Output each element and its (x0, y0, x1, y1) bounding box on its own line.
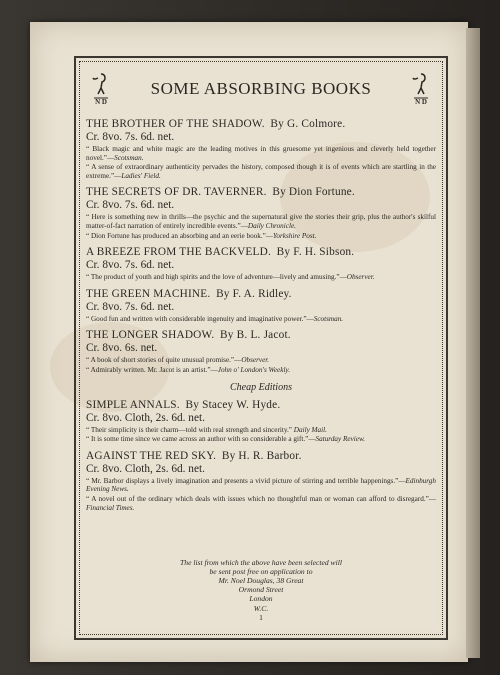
publisher-footer (86, 558, 436, 622)
publisher-emblem-right (410, 72, 432, 106)
decorative-border (74, 56, 448, 640)
review-quote: “ Admirably written. Mr. Jacot is an artist.”—John o' London's Weekly. (86, 365, 291, 374)
book-title: THE LONGER SHADOW. (86, 329, 215, 342)
book-author: By H. R. Barbor. (221, 449, 302, 462)
book-title: A BREEZE FROM THE BACKVELD. (86, 246, 272, 259)
book-price: Cr. 8vo. 7s. 6d. net. (86, 300, 175, 313)
book-author: By F. A. Ridley. (216, 287, 292, 300)
emblem-text: N D (95, 98, 107, 106)
review-quote: “ The product of youth and high spirits and the love of adventure—lively and amusing.”—Observer. (86, 273, 375, 282)
book-price: Cr. 8vo. Cloth, 2s. 6d. net. (86, 462, 205, 475)
footer-line: London (249, 594, 273, 604)
review-quote: “ A novel out of the ordinary which deals with issues which no thoughtful man or woman can afford to disregard.”—Financial Times. (86, 494, 436, 512)
book-title: THE GREEN MACHINE. (86, 287, 211, 300)
book-entry (86, 246, 436, 282)
review-quote: “ Dion Fortune has produced an absorbing and an eerie book.”—Yorkshire Post. (86, 231, 317, 240)
book-price: Cr. 8vo. Cloth, 2s. 6d. net. (86, 411, 205, 424)
book-price: Cr. 8vo. 7s. 6d. net. (86, 259, 175, 272)
footer-line: W.C. (253, 603, 269, 613)
review-quote: “ Good fun and written with considerable ingenuity and imaginative power.”—Scotsman. (86, 314, 344, 323)
review-quote: “ Their simplicity is their charm—told with real strength and sincerity.” Daily Mail. (86, 425, 327, 434)
book-title: THE BROTHER OF THE SHADOW. (86, 118, 265, 130)
advert-header (86, 66, 436, 112)
book-author: By G. Colmore. (270, 118, 346, 130)
book-entry (86, 118, 436, 180)
book-entry (86, 186, 436, 240)
stork-icon (92, 72, 110, 100)
stork-icon (412, 72, 430, 100)
book-title: AGAINST THE RED SKY. (86, 449, 217, 462)
footer-line: Ormond Street (238, 585, 284, 595)
footer-line: Mr. Noel Douglas, 38 Great (218, 575, 304, 585)
footer-line: be sent post free on application to (209, 566, 313, 576)
footer-line: The list from which the above have been selected will (180, 557, 342, 567)
book-price: Cr. 8vo. 6s. net. (86, 342, 158, 355)
review-quote: “ Black magic and white magic are the leading motives in this gruesome yet ingenious and cleverly held together novel.”—Scotsman. (86, 145, 436, 162)
review-quote: “ Mr. Barbor displays a lively imagination and presents a vivid picture of stirring and terrible happenings.”—Edinburgh Evening News. (86, 476, 436, 494)
book-price: Cr. 8vo. 7s. 6d. net. (86, 131, 175, 143)
publisher-emblem-left (90, 72, 112, 106)
review-quote: “ Here is something new in thrills—the psychic and the supernatural give the stories their grip, plus the author's skilful matter-of-fact narration of entirely incredible events.”—Daily Chronicle. (86, 213, 436, 230)
book-author: By F. H. Sibson. (276, 246, 355, 259)
review-quote: “ A sense of extraordinary authenticity pervades the history, composed though it is of events which are startling in the extreme.”—Ladies' Field. (86, 163, 436, 180)
cheap-editions-heading: Cheap Editions (230, 381, 292, 393)
book-entry (86, 399, 436, 444)
book-jacket-back (30, 22, 468, 662)
advert-panel (86, 66, 436, 630)
book-author: By Stacey W. Hyde. (185, 398, 281, 411)
book-entry (86, 329, 436, 374)
review-quote: “ A book of short stories of quite unusual promise.”—Observer. (86, 356, 270, 365)
emblem-text: N D (415, 98, 427, 106)
book-entry (86, 450, 436, 512)
book-author: By Dion Fortune. (272, 186, 355, 199)
book-entry (86, 288, 436, 324)
review-quote: “ It is some time since we came across an author with so considerable a gift.”—Saturday Review. (86, 435, 366, 444)
page-title: SOME ABSORBING BOOKS (150, 79, 372, 98)
page-number: 1 (259, 612, 263, 622)
book-title: SIMPLE ANNALS. (86, 398, 180, 411)
book-price: Cr. 8vo. 7s. 6d. net. (86, 199, 175, 212)
book-author: By B. L. Jacot. (220, 329, 291, 342)
jacket-edge (466, 28, 480, 658)
book-title: THE SECRETS OF DR. TAVERNER. (86, 186, 267, 199)
